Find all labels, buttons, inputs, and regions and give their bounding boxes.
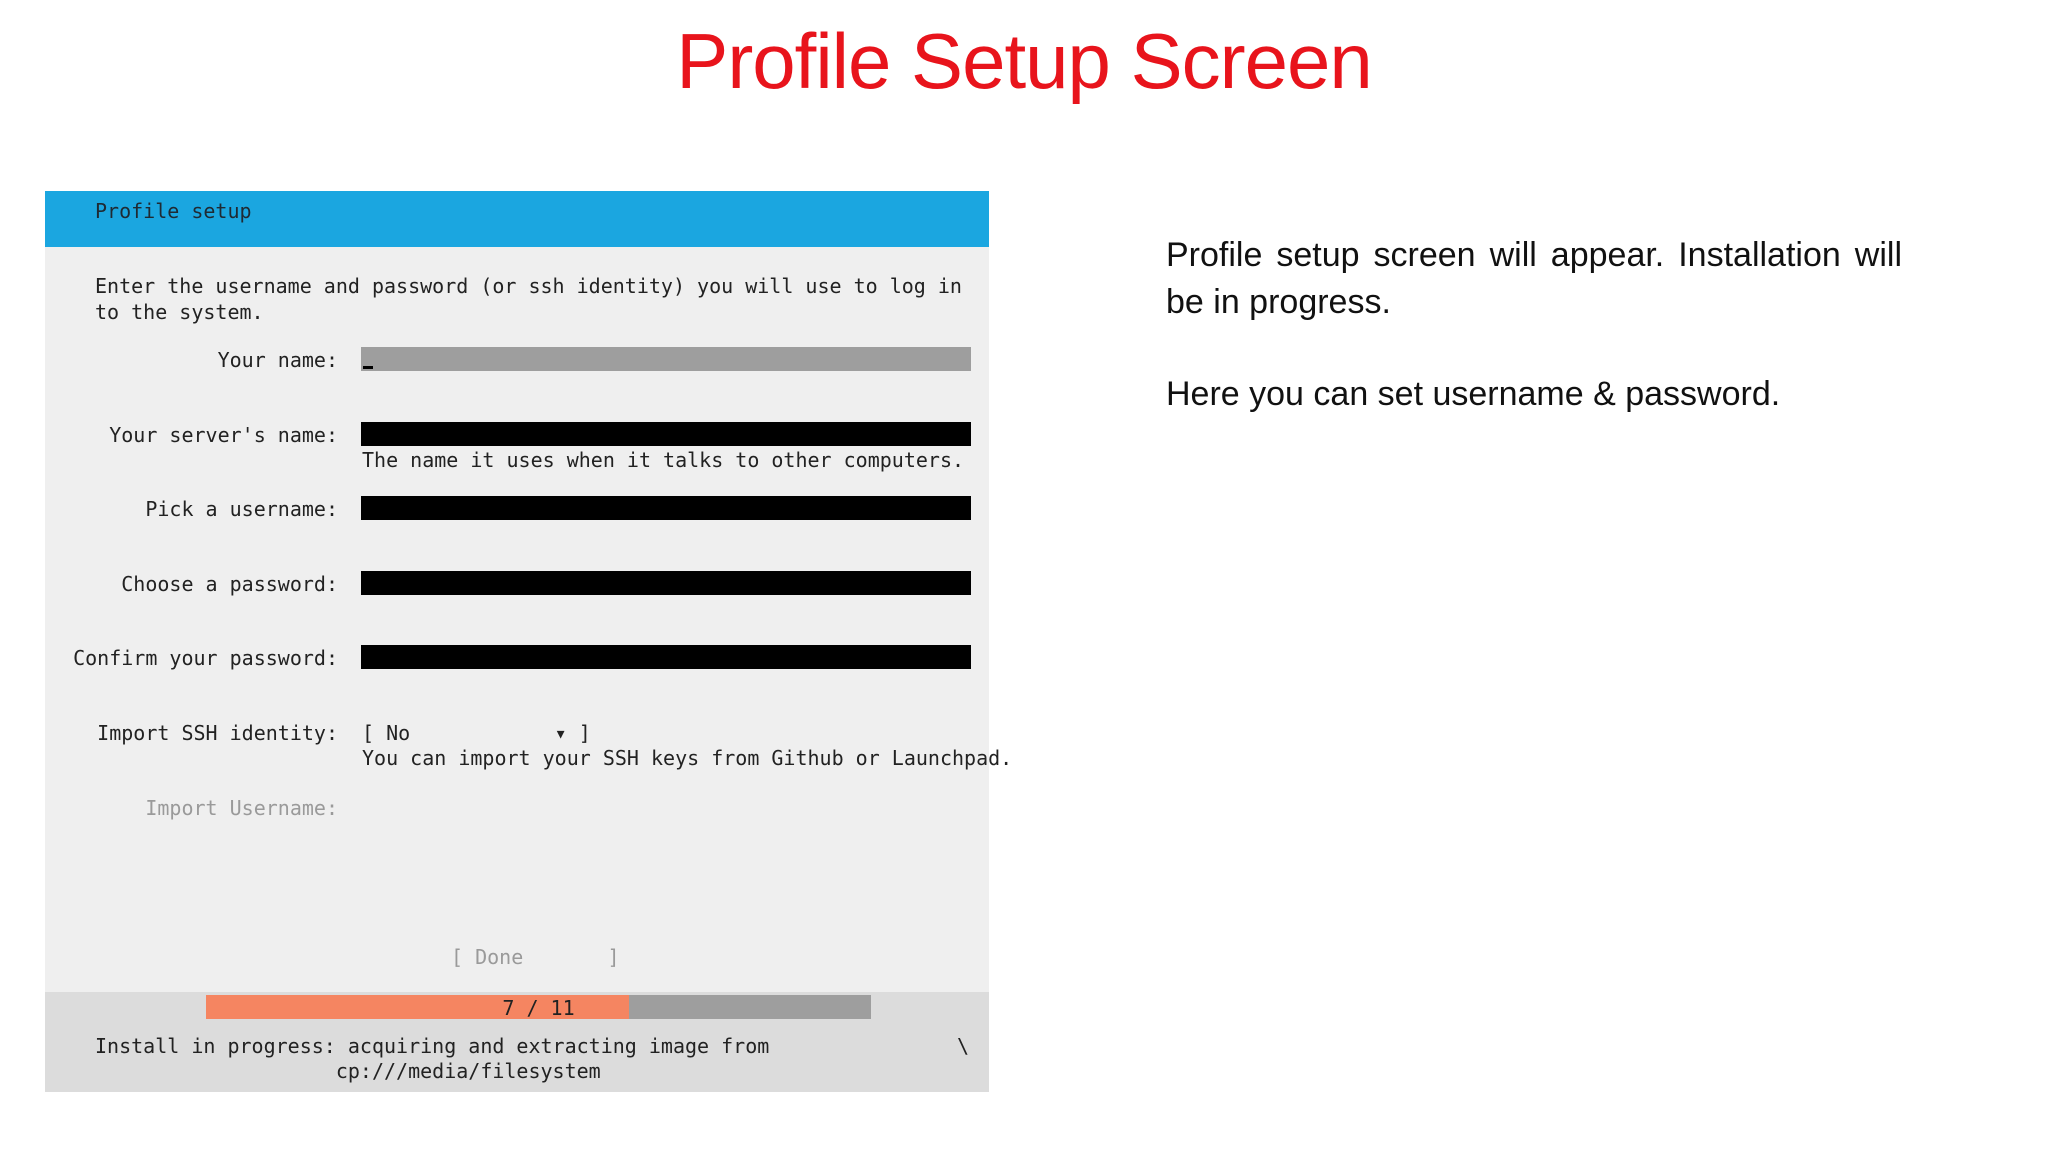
your-name-label: Your name: (217, 348, 338, 372)
server-name-hint: The name it uses when it talks to other computers. (362, 448, 965, 472)
installer-footer (45, 992, 989, 1092)
progress-bar (206, 995, 871, 1019)
username-label: Pick a username: (145, 497, 338, 521)
installer-screenshot (45, 191, 1013, 1092)
description-paragraph: Here you can set username & password. (1166, 375, 1781, 413)
spinner-icon: \ (957, 1034, 970, 1058)
password-field[interactable] (361, 571, 971, 595)
slide-title: Profile Setup Screen (676, 17, 1372, 105)
ssh-import-label: Import SSH identity: (97, 721, 338, 745)
installer-header-title: Profile setup (95, 199, 252, 223)
description-paragraph: Profile setup screen will appear. Installation will be in progress. (1166, 236, 1902, 321)
ssh-import-hint: You can import your SSH keys from Github or Launchpad. (362, 746, 1013, 770)
confirm-password-label: Confirm your password: (73, 646, 338, 670)
your-name-field[interactable] (361, 347, 971, 371)
installer-intro: Enter the username and password (or ssh identity) you will use to log in to the system. (95, 274, 962, 324)
done-button[interactable]: [ Done ] (451, 945, 620, 969)
import-username-label: Import Username: (145, 796, 338, 820)
username-field[interactable] (361, 496, 971, 520)
progress-text: 7 / 11 (502, 996, 575, 1020)
server-name-label: Your server's name: (109, 423, 338, 447)
server-name-field[interactable] (361, 422, 971, 446)
confirm-password-field[interactable] (361, 645, 971, 669)
password-label: Choose a password: (121, 572, 338, 596)
install-status: Install in progress: acquiring and extracting image from cp:///media/filesystem (95, 1034, 770, 1083)
installer-header (45, 191, 989, 247)
text-cursor (363, 366, 373, 369)
ssh-import-select[interactable]: [ No ▾ ] (362, 721, 591, 745)
slide-description (1166, 232, 1902, 463)
